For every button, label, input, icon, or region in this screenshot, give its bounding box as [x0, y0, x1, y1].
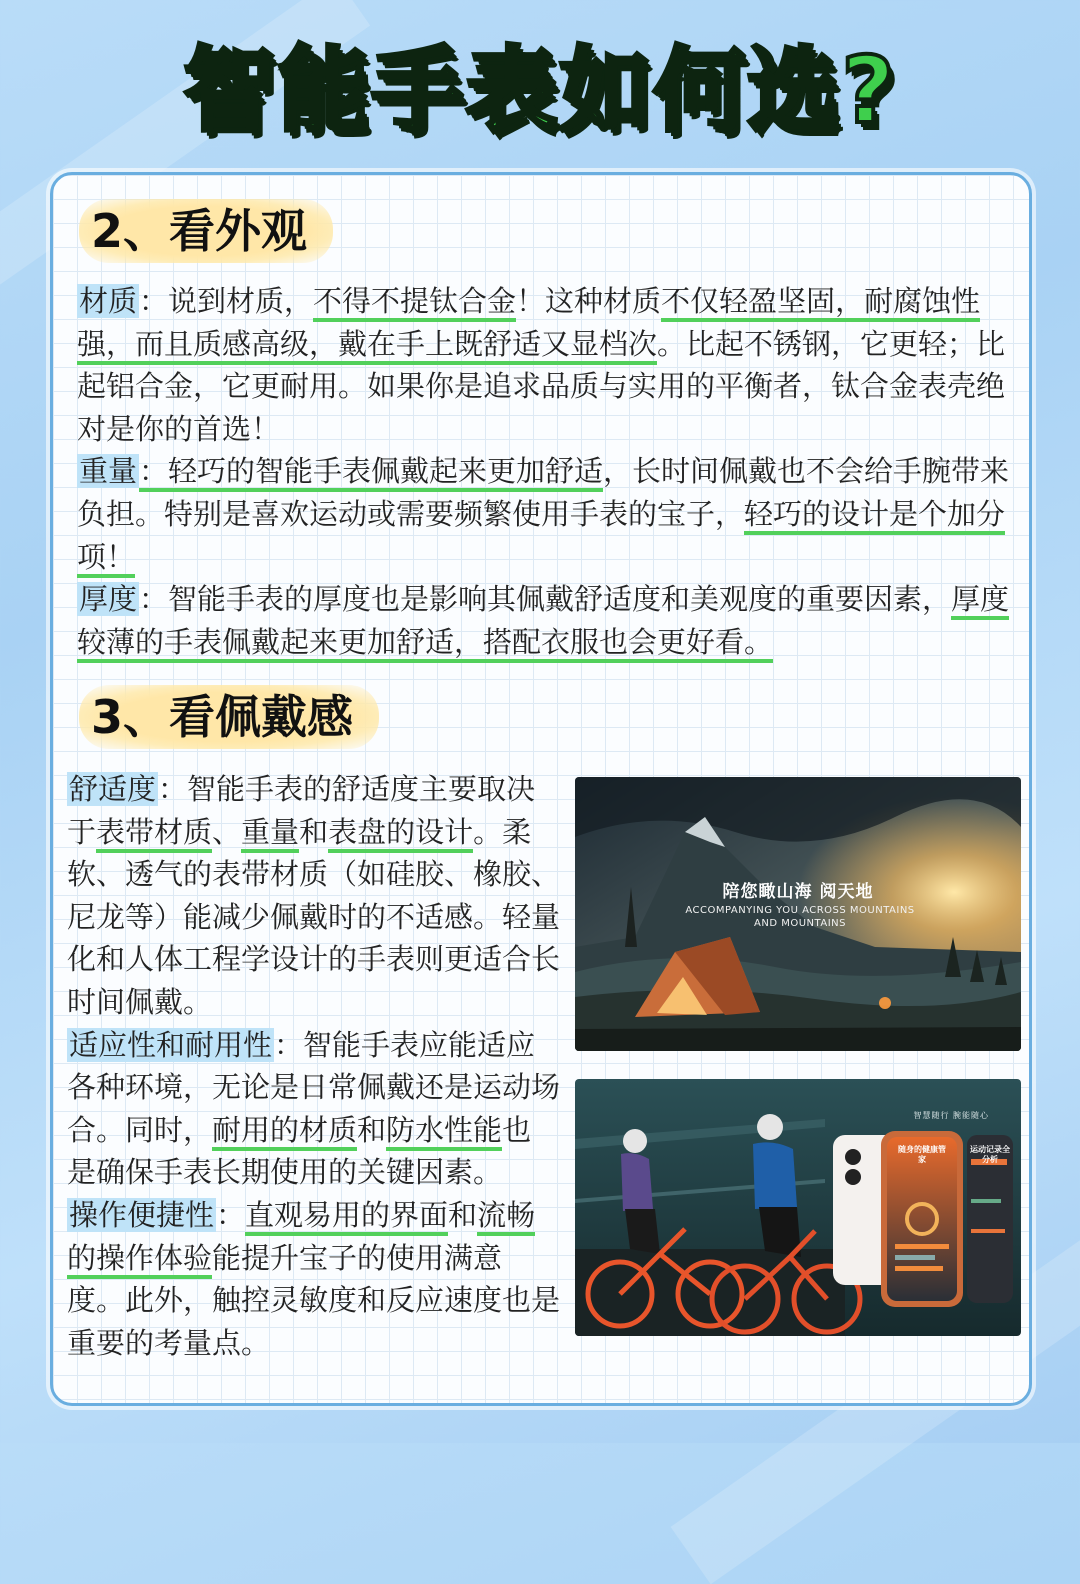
comfort-label: 舒适度 — [69, 772, 157, 806]
section-2-body — [77, 280, 1012, 663]
section-3-heading: 3、看佩戴感 — [79, 685, 379, 749]
comfort-text: 和 — [299, 814, 329, 849]
material-underline: 不得不提钛合金 — [313, 284, 516, 322]
ease-text: 能提升宝子的使用满意度。此外，触控灵敏度和反应速度也是重要的考量点。 — [67, 1240, 561, 1360]
durability-underline: 防水性能 — [386, 1113, 502, 1151]
photo-caption-chinese: 陪您瞰山海 阅天地 — [722, 882, 874, 902]
photo-caption-english: ACCOMPANYING YOU ACROSS MOUNTAINS AND MOUNTAINS — [685, 905, 915, 929]
phone-screen-title-2: 运动记录全分析 — [970, 1145, 1010, 1164]
ease-text: 和 — [448, 1197, 478, 1232]
durability-label: 适应性和耐用性 — [69, 1027, 273, 1062]
comfort-text: 、 — [212, 814, 242, 849]
thickness-label: 厚度 — [79, 582, 138, 617]
weight-label: 重量 — [79, 454, 138, 489]
weight-underline: ：轻巧的智能手表佩戴起来更加舒适 — [139, 454, 603, 492]
comfort-underline: 表盘的设计 — [328, 815, 473, 853]
weight-text: ，长时间佩戴也不会给手腕带来负担。特别是喜欢运动或需要频繁使用手表的宝子， — [77, 454, 1010, 531]
ease-label: 操作便捷性 — [69, 1197, 215, 1232]
comfort-text: ：智能手表的舒适度主要取决于 — [67, 772, 536, 849]
weight-underline: 轻巧的设计是个加分项！ — [77, 497, 1005, 578]
material-text: ！这种材质 — [516, 284, 662, 318]
comfort-underline: 表带材质 — [96, 815, 212, 853]
mountain-tent-photo — [575, 777, 1021, 1051]
durability-text: ：智能手表应能适应各种环境，无论是日常佩戴还是运动场合。同时， — [67, 1027, 561, 1147]
thickness-underline: 厚度较薄的手表佩戴起来更加舒适，搭配衣服也会更好看。 — [77, 582, 1009, 663]
ease-text: ： — [216, 1197, 246, 1232]
comfort-underline: 重量 — [241, 815, 299, 853]
material-underline: 不仅轻盈坚固，耐腐蚀性强，而且质感高级，戴在手上既舒适又显档次 — [77, 284, 980, 365]
section-3-body — [67, 768, 560, 1364]
material-text: ：说到材质， — [139, 284, 314, 318]
durability-text: 也是确保手表长期使用的关键因素。 — [67, 1112, 532, 1190]
photo-slogan: 智慧随行 腕能随心 — [913, 1111, 989, 1120]
material-label: 材质 — [79, 284, 138, 318]
ease-underline: 直观易用的界面 — [245, 1198, 448, 1236]
material-text: 。比起不锈钢，它更轻；比起铝合金，它更耐用。如果你是追求品质与实用的平衡者，钛合金表壳绝对是你的首选！ — [77, 326, 1006, 446]
comfort-text: 。柔软、透气的表带材质（如硅胶、橡胶、尼龙等）能减少佩戴时的不适感。轻量化和人体工程学设计的手表则更适合长时间佩戴。 — [67, 814, 561, 1019]
phone-screen-title: 随身的健康管家 — [898, 1145, 946, 1164]
page-title: 智能手表如何选? — [183, 37, 897, 144]
cyclists-phone-photo — [575, 1079, 1021, 1336]
section-2-heading: 2、看外观 — [79, 199, 333, 263]
durability-underline: 耐用的材质 — [212, 1113, 357, 1151]
thickness-text: ：智能手表的厚度也是影响其佩戴舒适度和美观度的重要因素， — [139, 582, 952, 617]
ease-underline: 流畅的操作体验 — [67, 1198, 535, 1279]
durability-text: 和 — [357, 1112, 387, 1147]
content-card — [50, 172, 1032, 1406]
